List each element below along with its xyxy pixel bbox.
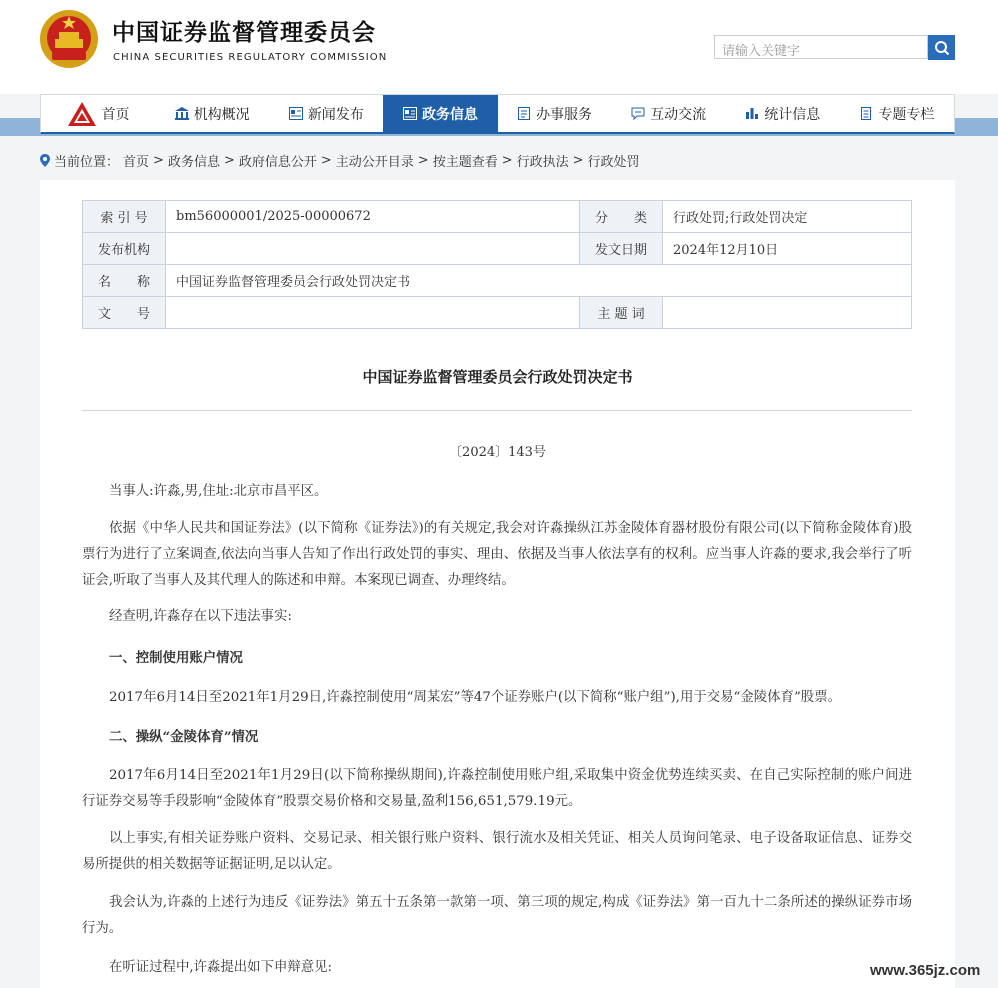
metadata-table	[82, 200, 912, 329]
nav-label: 政务信息	[421, 106, 478, 123]
nav-item-government-info[interactable]	[383, 95, 497, 132]
location-pin-icon	[40, 154, 50, 167]
chat-icon	[631, 107, 645, 120]
site-title-en: CHINA SECURITIES REGULATORY COMMISSION	[113, 52, 388, 63]
section-heading-accounts: 一、控制使用账户情况	[109, 650, 243, 666]
paragraph-evidence: 以上事实,有相关证券账户资料、交易记录、相关银行账户资料、银行流水及相关凭证、相关人员询问笔录、电子设备取证信息、证券交易所提供的相关数据等证据证明,足以认定。	[82, 831, 912, 872]
publisher-value	[166, 233, 580, 265]
info-icon	[403, 107, 417, 120]
index-value: bm56000001/2025-00000672	[166, 201, 580, 233]
breadcrumb-link-government-info[interactable]: 政务信息	[167, 155, 220, 170]
nav-label: 专题专栏	[878, 106, 935, 123]
nav-item-home[interactable]	[41, 95, 155, 132]
site-title[interactable]: 中国证券监督管理委员会	[112, 20, 376, 46]
keywords-label: 主 题 词	[580, 297, 663, 329]
nav-label: 新闻发布	[307, 106, 364, 123]
section-heading-manipulation: 二、操纵“金陵体育”情况	[109, 729, 259, 745]
watermark: www.365jz.com	[870, 962, 981, 979]
article-panel	[40, 180, 955, 988]
breadcrumb-separator: >	[572, 153, 584, 168]
paragraph-accounts: 2017年6月14日至2021年1月29日,许淼控制使用“周某宏”等47个证券账户(以下简称“账户组”),用于交易“金陵体育”股票。	[109, 690, 841, 705]
nav-label: 办事服务	[536, 106, 593, 123]
nav-item-news[interactable]	[269, 95, 383, 132]
nav-item-interaction[interactable]	[612, 95, 726, 132]
nav-label: 机构概况	[193, 106, 250, 123]
index-label: 索 引 号	[83, 201, 166, 233]
breadcrumb	[40, 151, 640, 170]
search-button[interactable]	[928, 35, 955, 60]
nav-item-topics[interactable]	[840, 95, 954, 132]
nav-label: 首页	[101, 106, 130, 123]
category-label: 分 类	[580, 201, 663, 233]
breadcrumb-separator: >	[501, 153, 513, 168]
breadcrumb-link-public-catalog[interactable]: 主动公开目录	[335, 155, 414, 170]
paragraph-conclusion: 我会认为,许淼的上述行为违反《证券法》第五十五条第一款第一项、第三项的规定,构成《证券法》第一百九十二条所述的操纵证券市场行为。	[82, 895, 912, 936]
building-icon	[175, 107, 189, 120]
breadcrumb-separator: >	[153, 153, 164, 168]
date-value: 2024年12月10日	[663, 233, 912, 265]
site-header	[0, 0, 998, 94]
publisher-label: 发布机构	[83, 233, 166, 265]
document-title: 中国证券监督管理委员会行政处罚决定书	[362, 368, 633, 386]
divider	[82, 410, 912, 411]
service-icon	[517, 107, 531, 120]
search-icon	[934, 40, 950, 56]
newspaper-icon	[289, 107, 303, 120]
nav-item-organization[interactable]	[155, 95, 269, 132]
breadcrumb-link-law-enforcement[interactable]: 行政执法	[516, 155, 569, 170]
main-nav	[40, 94, 955, 134]
national-emblem-icon[interactable]	[38, 8, 100, 70]
search-input[interactable]: 请输入关键字	[714, 35, 928, 59]
category-value: 行政处罚;行政处罚决定	[663, 201, 912, 233]
breadcrumb-separator: >	[417, 153, 429, 168]
name-value: 中国证券监督管理委员会行政处罚决定书	[166, 265, 912, 297]
nav-label: 互动交流	[650, 106, 707, 123]
nav-item-services[interactable]	[498, 95, 612, 132]
nav-item-statistics[interactable]	[726, 95, 840, 132]
paragraph-manipulation: 2017年6月14日至2021年1月29日(以下简称操纵期间),许淼控制使用账户组,采取集中资金优势连续买卖、在自己实际控制的账户间进行证券交易等手段影响“金陵体育”股票交易价格和交易量,盈利156,651,579.19元。	[82, 768, 912, 809]
date-label: 发文日期	[580, 233, 663, 265]
bar-chart-icon	[745, 107, 759, 120]
paragraph-hearing: 在听证过程中,许淼提出如下申辩意见:	[109, 960, 333, 975]
breadcrumb-separator: >	[320, 153, 332, 168]
breadcrumb-link-by-topic[interactable]: 按主题查看	[432, 155, 498, 170]
breadcrumb-link-penalty[interactable]: 行政处罚	[587, 155, 640, 170]
breadcrumb-link-home[interactable]: 首页	[123, 155, 150, 170]
name-label: 名 称	[83, 265, 166, 297]
breadcrumb-link-info-disclosure[interactable]: 政府信息公开	[238, 155, 317, 170]
document-icon	[859, 107, 873, 120]
paragraph-findings-intro: 经查明,许淼存在以下违法事实:	[109, 609, 292, 624]
home-logo-icon	[67, 101, 97, 127]
nav-label: 统计信息	[764, 106, 821, 123]
paragraph-party: 当事人:许淼,男,住址:北京市昌平区。	[109, 484, 328, 499]
keywords-value	[663, 297, 912, 329]
breadcrumb-prefix: 当前位置：	[54, 155, 120, 170]
paragraph-basis: 依据《中华人民共和国证券法》(以下简称《证券法》)的有关规定,我会对许淼操纵江苏金陵体育器材股份有限公司(以下简称金陵体育)股票行为进行了立案调查,依法向当事人告知了作出行政处罚的事实、理由、依据及当事人依法享有的权利。应当事人许淼的要求,我会举行了听证会,听取了当事人及其代理人的陈述和申辩。本案现已调查、办理终结。	[82, 521, 912, 588]
breadcrumb-separator: >	[223, 153, 235, 168]
docnum-value	[166, 297, 580, 329]
document-number: 〔2024〕143号	[449, 445, 546, 460]
docnum-label: 文 号	[83, 297, 166, 329]
